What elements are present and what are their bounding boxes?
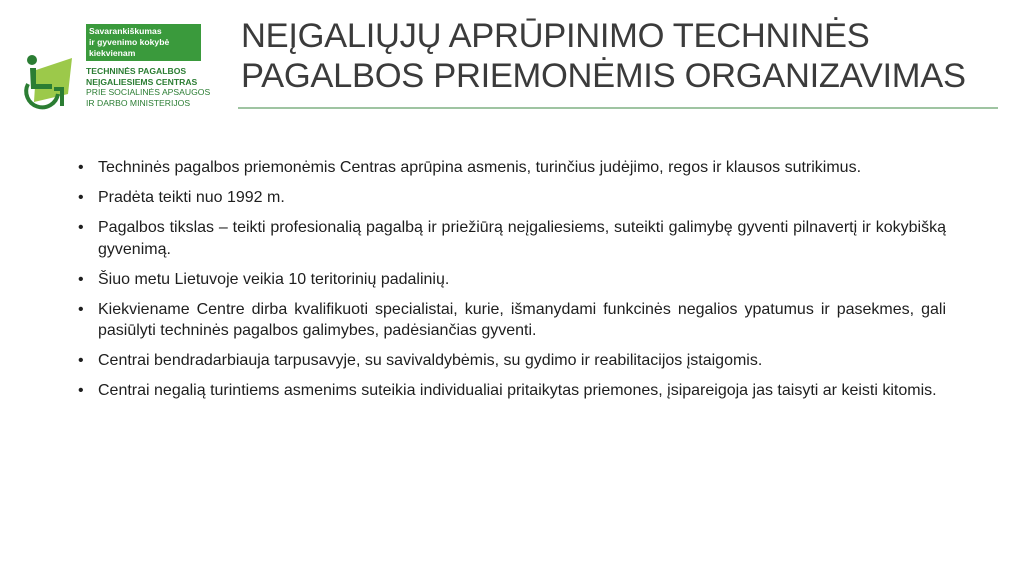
bullet-marker: • (78, 159, 84, 176)
bullet-text: Šiuo metu Lietuvoje veikia 10 teritorinių padalinių. (98, 270, 450, 288)
bullet-item (78, 299, 946, 342)
slide-title (241, 16, 1011, 96)
bullet-marker: • (78, 382, 84, 399)
bullet-text: Pagalbos tikslas – teikti profesionalią pagalbą ir priežiūrą neįgaliesiems, suteikti galimybę gyventi pilnavertį ir kokybišką gyvenimą. (98, 219, 946, 258)
title-underline (238, 107, 998, 109)
bullet-marker: • (78, 270, 84, 288)
slide-title-line: PAGALBOS PRIEMONĖMIS ORGANIZAVIMAS (241, 57, 966, 95)
logo-slogan-line: kiekvienam (89, 48, 136, 58)
bullet-item (78, 187, 946, 209)
logo-ministry-line: PRIE SOCIALINĖS APSAUGOS (86, 87, 211, 98)
bullet-item (78, 380, 946, 402)
bullet-text: Centrai bendradarbiauja tarpusavyje, su savivaldybėmis, su gydimo ir reabilitacijos įstaigomis. (98, 352, 763, 369)
logo-slogan-box (86, 24, 201, 61)
logo-organization-name (86, 66, 226, 108)
logo-ministry-line: IR DARBO MINISTERIJOS (86, 97, 191, 108)
bullet-marker: • (78, 189, 84, 206)
organization-logo (22, 24, 222, 116)
slide-title-line: NEĮGALIŲJŲ APRŪPINIMO TECHNINĖS (241, 17, 870, 55)
bullet-item (78, 217, 946, 260)
bullet-text: Techninės pagalbos priemonėmis Centras aprūpina asmenis, turinčius judėjimo, regos ir klausos sutrikimus. (98, 159, 862, 176)
bullet-marker: • (78, 300, 84, 318)
logo-name-line: NEĮGALIESIEMS CENTRAS (86, 76, 198, 87)
logo-slogan-line: ir gyvenimo kokybė (89, 37, 170, 47)
bullet-marker: • (78, 352, 84, 369)
bullet-text: Pradėta teikti nuo 1992 m. (98, 189, 285, 206)
bullet-text: Centrai negalią turintiems asmenims suteikia individualiai pritaikytas priemones, įsipareigoja jas taisyti ar keisti kitomis. (98, 382, 937, 399)
bullet-item (78, 157, 946, 179)
bullet-text: Kiekviename Centre dirba kvalifikuoti specialistai, kurie, išmanydami funkcinės negalios ypatumus ir pasekmes, gali pasiūlyti techninės pagalbos galimybes, padėsiančias gyventi. (98, 300, 946, 339)
bullet-marker: • (78, 219, 84, 236)
wheelchair-logo-icon (22, 50, 78, 114)
bullet-item (78, 350, 946, 372)
bullet-list (78, 157, 946, 410)
bullet-item (78, 269, 946, 291)
logo-name-line: TECHNINĖS PAGALBOS (86, 66, 187, 76)
logo-slogan-line: Savarankiškumas (89, 26, 162, 36)
